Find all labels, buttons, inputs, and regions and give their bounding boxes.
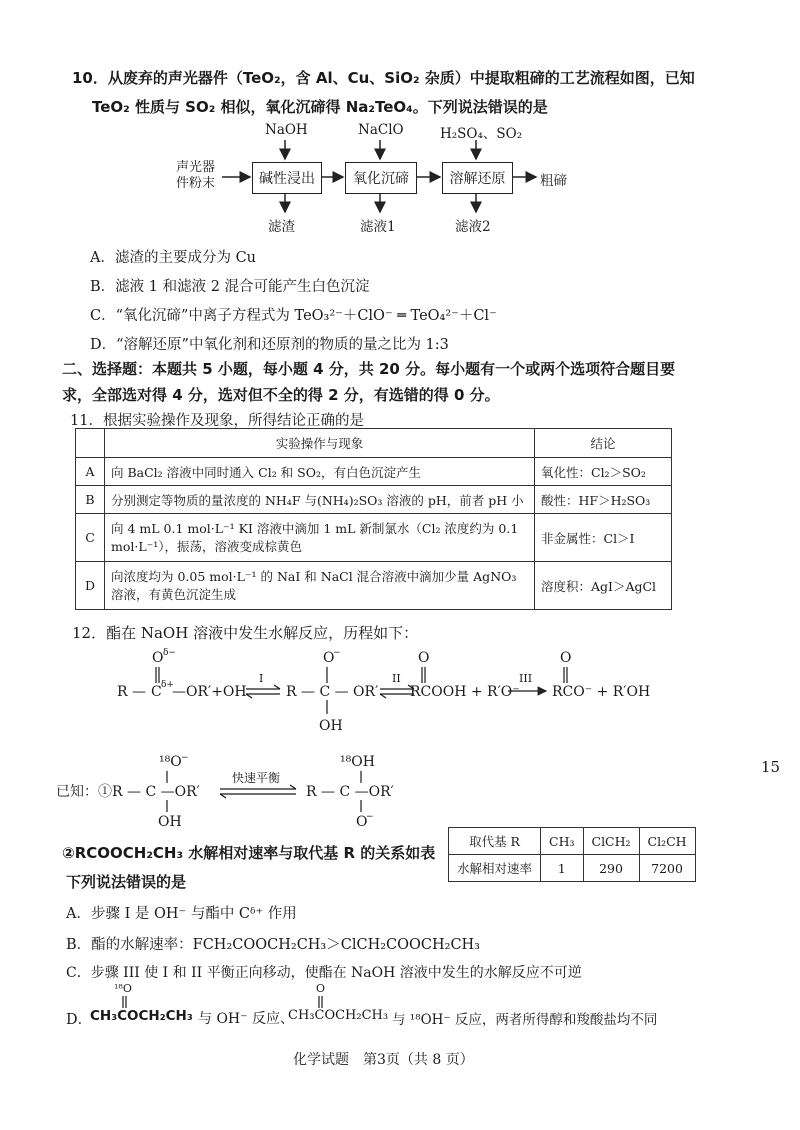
q10-option-d: D．“溶解还原”中氧化剂和还原剂的物质的量之比为 1:3 (90, 337, 449, 353)
svg-text:R — C — OR′: R — C — OR′ (286, 684, 379, 700)
rate-header-clch2: ClCH₂ (583, 828, 639, 855)
table-row (76, 514, 672, 562)
rate-header-r: 取代基 R (449, 828, 541, 855)
q10-option-c: C．“氧化沉碲”中离子方程式为 TeO₃²⁻＋ClO⁻ ═ TeO₄²⁻＋Cl⁻ (90, 308, 497, 324)
q12-prompt: 下列说法错误的是 (66, 873, 187, 891)
flow-reagent-3: H₂SO₄、SO₂ (440, 126, 523, 142)
step-II-label: II (392, 672, 401, 685)
margin-mark: 15 (761, 758, 781, 776)
table-row (76, 562, 672, 610)
row-label: C (76, 514, 105, 562)
q12-option-a: A．步骤 I 是 OH⁻ 与酯中 Cᵟ⁺ 作用 (66, 906, 297, 922)
q11-table (75, 428, 672, 610)
q11-table-header (76, 429, 672, 458)
svg-text:RCOOH + R′O⁻: RCOOH + R′O⁻ (410, 684, 520, 700)
rate-header-ch3: CH₃ (541, 828, 583, 855)
q12-mechanism (0, 640, 800, 740)
row-conclusion: 酸性：HF＞H₂SO₃ (535, 486, 672, 514)
svg-text:R — C —OR′: R — C —OR′ (306, 784, 394, 800)
optd-mid: 与 OH⁻ 反应、 (198, 1011, 294, 1027)
row-operation: 向浓度均为 0.05 mol·L⁻¹ 的 NaI 和 NaCl 混合溶液中滴加少量 AgNO₃ 溶液，有黄色沉淀生成 (105, 562, 535, 610)
svg-text:δ+: δ+ (161, 680, 174, 690)
svg-text:−: − (181, 753, 189, 763)
rate-row-label: 水解相对速率 (449, 855, 541, 882)
q12-fast-equilibrium (0, 752, 800, 832)
q10-option-a: A．滤渣的主要成分为 Cu (90, 250, 257, 266)
page-footer: 化学试题 第3页（共 8 页） (293, 1052, 474, 1068)
svg-text:¹⁸O: ¹⁸O (159, 754, 182, 770)
svg-text:R —: R — (117, 684, 146, 700)
flow-output-2: 滤液1 (360, 219, 396, 235)
flow-step-1: 碱性浸出 (252, 162, 322, 194)
table-row (76, 486, 672, 514)
row-operation: 分别测定等物质的量浓度的 NH₄F 与(NH₄)₂SO₃ 溶液的 pH，前者 pH 小 (105, 486, 535, 514)
svg-text:OH: OH (158, 814, 182, 830)
rate-table-header (449, 828, 696, 855)
row-conclusion: 溶度积：AgI＞AgCl (535, 562, 672, 610)
flow-start: 声光器件粉末 (176, 160, 216, 191)
row-conclusion: 氧化性：Cl₂＞SO₂ (535, 458, 672, 486)
optd-mol2: CH₃COCH₂CH₃ (288, 1008, 389, 1023)
q11-header-op: 实验操作与现象 (105, 429, 535, 458)
row-label: D (76, 562, 105, 610)
fast-eq-label: 快速平衡 (232, 771, 281, 785)
row-label: B (76, 486, 105, 514)
known-label: 已知：① (56, 784, 112, 800)
row-operation: 向 4 mL 0.1 mol·L⁻¹ KI 溶液中滴加 1 mL 新制氯水（Cl₂ 浓度约为 0.1 mol·L⁻¹），振荡，溶液变成棕黄色 (105, 514, 535, 562)
optd-prefix: D． (66, 1012, 93, 1028)
q11-title: 11．根据实验操作及现象，所得结论正确的是 (70, 413, 364, 429)
svg-text:O: O (560, 650, 572, 666)
q11-header-conclusion: 结论 (535, 429, 672, 458)
q12-option-b: B．酯的水解速率：FCH₂COOCH₂CH₃＞ClCH₂COOCH₂CH₃ (66, 937, 480, 953)
row-label: A (76, 458, 105, 486)
optd-suffix: 与 ¹⁸OH⁻ 反应，两者所得醇和羧酸盐均不同 (392, 1012, 658, 1028)
rate-header-cl2ch: Cl₂CH (639, 828, 695, 855)
flow-step-2: 氧化沉碲 (345, 162, 417, 194)
flow-output-1: 滤渣 (268, 219, 295, 235)
svg-text:O: O (418, 650, 430, 666)
rate-table (448, 827, 696, 882)
svg-text:R — C —OR′: R — C —OR′ (112, 784, 200, 800)
rate-value-ch3: 1 (541, 855, 583, 882)
section2-line1: 二、选择题：本题共 5 小题，每小题 4 分，共 20 分。每小题有一个或两个选项符合题目要 (62, 360, 676, 378)
q10-option-b: B．滤液 1 和滤液 2 混合可能产生白色沉淀 (90, 279, 370, 295)
flow-output-3: 滤液2 (455, 219, 491, 235)
svg-text:O: O (356, 814, 368, 830)
rate-value-cl2ch: 7200 (639, 855, 695, 882)
svg-text:O: O (323, 650, 335, 666)
section2-line2: 求，全部选对得 4 分，选对但不全的得 2 分，有选错的得 0 分。 (62, 386, 500, 404)
svg-text:O: O (152, 650, 164, 666)
q11-header-blank (76, 429, 105, 458)
svg-text:OH: OH (319, 718, 343, 734)
ester-carbon: C (151, 684, 162, 700)
step-III-label: III (519, 672, 533, 685)
svg-text:—OR′+OH⁻: —OR′+OH⁻ (172, 684, 255, 700)
svg-text:O: O (316, 982, 326, 995)
flow-reagent-1: NaOH (265, 122, 308, 138)
q12-fact2: ②RCOOCH₂CH₃ 水解相对速率与取代基 R 的关系如表 (62, 844, 436, 862)
svg-text:−: − (333, 648, 341, 658)
flow-product: 粗碲 (540, 173, 567, 189)
svg-text:¹⁸OH: ¹⁸OH (340, 754, 375, 770)
rate-table-row (449, 855, 696, 882)
svg-text:¹⁸O: ¹⁸O (114, 982, 132, 995)
row-operation: 向 BaCl₂ 溶液中同时通入 Cl₂ 和 SO₂，有白色沉淀产生 (105, 458, 535, 486)
svg-text:δ−: δ− (163, 648, 176, 658)
svg-text:−: − (366, 812, 374, 822)
q10-title-line1: 10．从废弃的声光器件（TeO₂，含 Al、Cu、SiO₂ 杂质）中提取粗碲的工艺流程如图，已知 (72, 69, 695, 87)
step-I-label: I (259, 672, 264, 685)
rate-value-clch2: 290 (583, 855, 639, 882)
q12-option-c: C．步骤 III 使 I 和 II 平衡正向移动，使酯在 NaOH 溶液中发生的水解反应不可逆 (66, 965, 582, 981)
q10-title-line2: TeO₂ 性质与 SO₂ 相似，氧化沉碲得 Na₂TeO₄。下列说法错误的是 (92, 98, 548, 116)
optd-mol1: CH₃COCH₂CH₃ (90, 1008, 193, 1024)
flow-reagent-2: NaClO (358, 122, 404, 138)
flow-step-3: 溶解还原 (442, 162, 513, 194)
row-conclusion: 非金属性：Cl＞I (535, 514, 672, 562)
svg-text:RCO⁻ + R′OH: RCO⁻ + R′OH (552, 684, 651, 700)
q12-title: 12．酯在 NaOH 溶液中发生水解反应，历程如下： (72, 624, 419, 642)
table-row (76, 458, 672, 486)
